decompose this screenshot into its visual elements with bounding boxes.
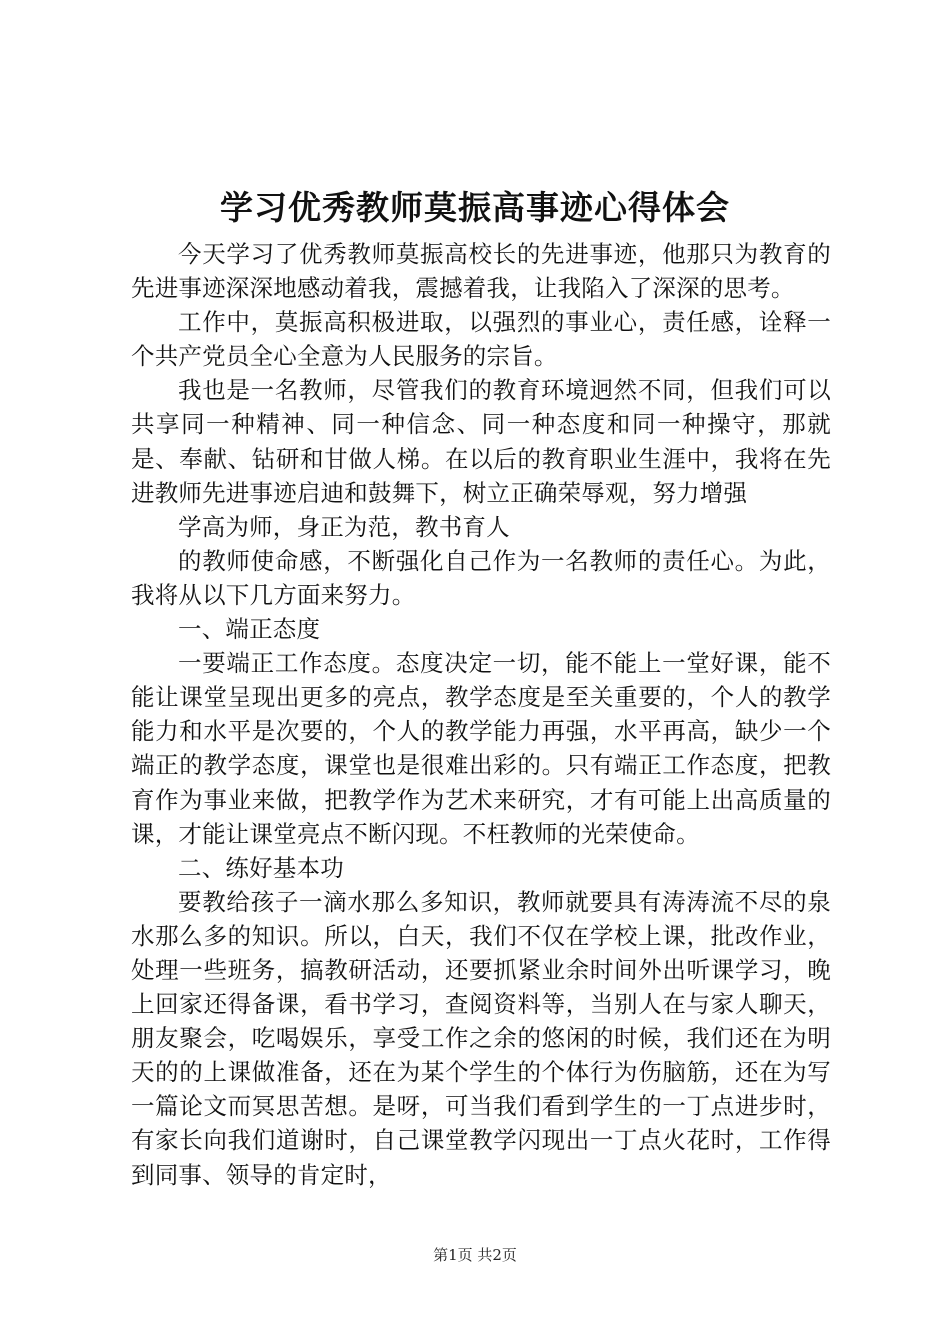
paragraph: 的教师使命感，不断强化自己作为一名教师的责任心。为此，我将从以下几方面来努力。	[131, 546, 831, 609]
paragraph: 今天学习了优秀教师莫振高校长的先进事迹，他那只为教育的先进事迹深深地感动着我，震撼着我，让我陷入了深深的思考。	[131, 240, 831, 303]
section-heading: 二、练好基本功	[178, 853, 344, 882]
paragraph: 一要端正工作态度。态度决定一切，能不能上一堂好课，能不能让课堂呈现出更多的亮点，教学态度是至关重要的，个人的教学能力和水平是次要的，个人的教学能力再强，水平再高，缺少一个端正的教学态度，课堂也是很难出彩的。只有端正工作态度，把教育作为事业来做，把教学作为艺术来研究，才有可能上出高质量的课，才能让课堂亮点不断闪现。不枉教师的光荣使命。	[131, 649, 831, 848]
document-body	[131, 237, 831, 1192]
page-number-footer: 第1页 共2页	[433, 1246, 517, 1264]
paragraph: 我也是一名教师，尽管我们的教育环境迥然不同，但我们可以共享同一种精神、同一种信念、同一种态度和同一种操守，那就是、奉献、钻研和甘做人梯。在以后的教育职业生涯中，我将在先进教师先进事迹启迪和鼓舞下，树立正确荣辱观，努力增强	[131, 376, 831, 507]
paragraph: 工作中，莫振高积极进取，以强烈的事业心，责任感，诠释一个共产党员全心全意为人民服务的宗旨。	[131, 308, 831, 371]
paragraph: 学高为师，身正为范，教书育人	[178, 512, 510, 541]
paragraph: 要教给孩子一滴水那么多知识，教师就要具有涛涛流不尽的泉水那么多的知识。所以，白天，我们不仅在学校上课，批改作业，处理一些班务，搞教研活动，还要抓紧业余时间外出听课学习，晚上回家还得备课，看书学习，查阅资料等，当别人在与家人聊天，朋友聚会，吃喝娱乐，享受工作之余的悠闲的时候，我们还在为明天的的上课做准备，还在为某个学生的个体行为伤脑筋，还在为写一篇论文而冥思苦想。是呀，可当我们看到学生的一丁点进步时，有家长向我们道谢时，自己课堂教学闪现出一丁点火花时，工作得到同事、领导的肯定时，	[131, 887, 831, 1189]
section-heading: 一、端正态度	[178, 615, 321, 644]
document-title: 学习优秀教师莫振高事迹心得体会	[220, 188, 730, 227]
